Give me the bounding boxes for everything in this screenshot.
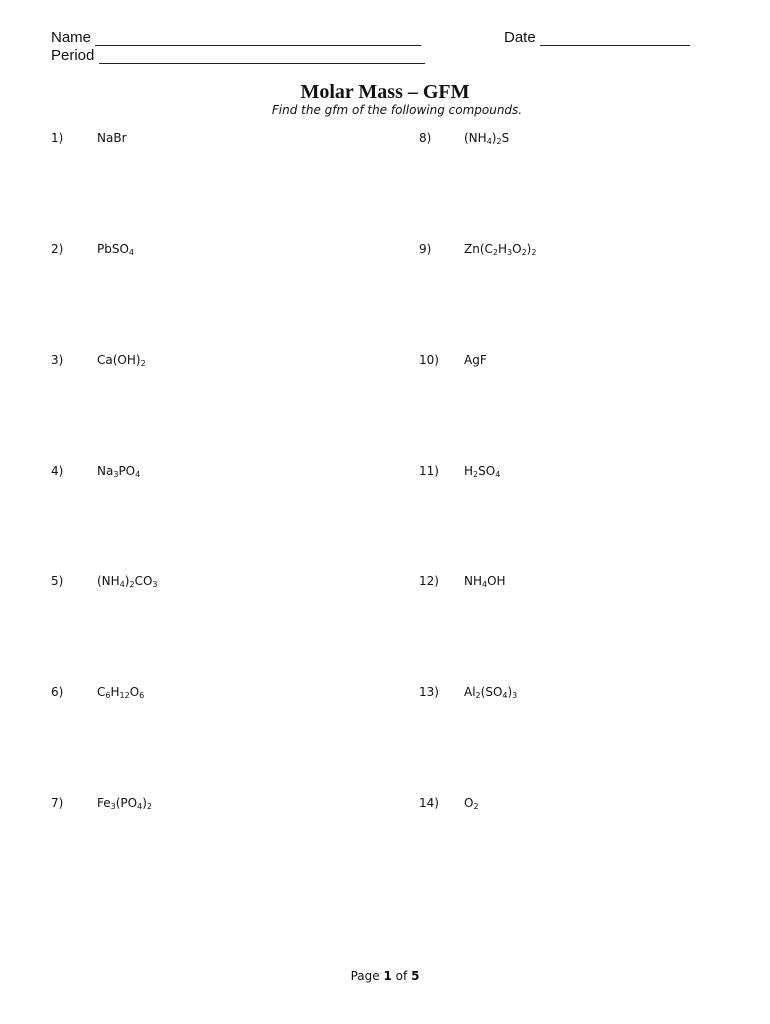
- formula-subscript: 4: [137, 802, 143, 811]
- formula-subscript: 2: [475, 691, 481, 700]
- formula-subscript: 3: [152, 580, 158, 589]
- problem-formula: $(NH_4)_2CO_3$: [97, 574, 158, 589]
- date-blank[interactable]: [540, 32, 690, 46]
- problem-formula: $Al_2(SO_4)_3$: [464, 685, 518, 700]
- problem-number: 10): [419, 353, 439, 367]
- formula-subscript: 3: [507, 248, 513, 257]
- name-blank[interactable]: [95, 32, 421, 46]
- problem-number: 7): [51, 796, 64, 810]
- current-page: 1: [383, 969, 392, 983]
- problem-number: 1): [51, 131, 64, 145]
- formula-subscript: 2: [473, 802, 479, 811]
- problem-number: 8): [419, 131, 432, 145]
- formula-subscript: 4: [482, 580, 488, 589]
- page-title: Molar Mass – GFM: [300, 81, 470, 103]
- problem-formula: $NH_4OH$: [464, 574, 506, 589]
- formula-subscript: 4: [502, 691, 508, 700]
- problem-formula: $H_2SO_4$: [464, 464, 501, 479]
- period-line: [51, 47, 425, 64]
- total-pages: 5: [411, 969, 420, 983]
- formula-subscript: 4: [495, 470, 501, 479]
- formula-subscript: 3: [110, 802, 116, 811]
- formula-subscript: 12: [119, 691, 130, 700]
- page-footer: [0, 968, 770, 984]
- problem-number: 5): [51, 574, 64, 588]
- problem-number: 9): [419, 242, 432, 256]
- formula-subscript: 4: [135, 470, 141, 479]
- problem-formula: PbSO$_4$: [97, 242, 135, 257]
- formula-subscript: 2: [473, 470, 479, 479]
- problem-formula: $Fe_3(PO_4)_2$: [97, 796, 152, 811]
- formula-subscript: 6: [139, 691, 145, 700]
- formula-subscript: 2: [496, 137, 502, 146]
- period-blank[interactable]: [99, 50, 425, 64]
- problem-number: 13): [419, 685, 439, 699]
- formula-subscript: 4: [486, 137, 492, 146]
- name-line: [51, 29, 421, 46]
- problem-number: 4): [51, 464, 64, 478]
- problem-formula: $(NH_4)_2S$: [464, 131, 510, 146]
- problem-number: 12): [419, 574, 439, 588]
- problem-formula: $Ca(OH)_2$: [97, 353, 146, 368]
- formula-subscript: 2: [531, 248, 537, 257]
- problem-number: 6): [51, 685, 64, 699]
- formula-subscript: 2: [129, 580, 135, 589]
- date-label: Date: [504, 29, 536, 46]
- problem-number: 2): [51, 242, 64, 256]
- page-word: Page: [350, 969, 380, 983]
- of-word: of: [395, 969, 408, 983]
- formula-subscript: 2: [492, 248, 498, 257]
- problem-formula: AgF: [464, 353, 487, 367]
- problem-formula: NaBr: [97, 131, 127, 145]
- formula-subscript: 3: [113, 470, 119, 479]
- formula-subscript: 6: [105, 691, 111, 700]
- problem-formula: $C_6H_{12}O_6$: [97, 685, 145, 700]
- formula-subscript: 4: [119, 580, 125, 589]
- problem-number: 11): [419, 464, 439, 478]
- problem-formula: $Na_3PO_4$: [97, 464, 141, 479]
- formula-subscript: 2: [521, 248, 527, 257]
- formula-subscript: 3: [512, 691, 518, 700]
- instructions: Find the gfm of the following compounds.: [271, 103, 523, 117]
- problem-number: 3): [51, 353, 64, 367]
- date-line: [504, 29, 690, 46]
- problem-formula: $Zn(C_2H_3O_2)_2$: [464, 242, 537, 257]
- name-label: Name: [51, 29, 92, 46]
- formula-subscript: 2: [140, 359, 146, 368]
- problem-formula: $O_2$: [464, 796, 479, 811]
- formula-subscript: 2: [146, 802, 152, 811]
- problem-number: 14): [419, 796, 439, 810]
- formula-subscript: 4: [128, 248, 135, 257]
- period-label: Period: [51, 47, 95, 64]
